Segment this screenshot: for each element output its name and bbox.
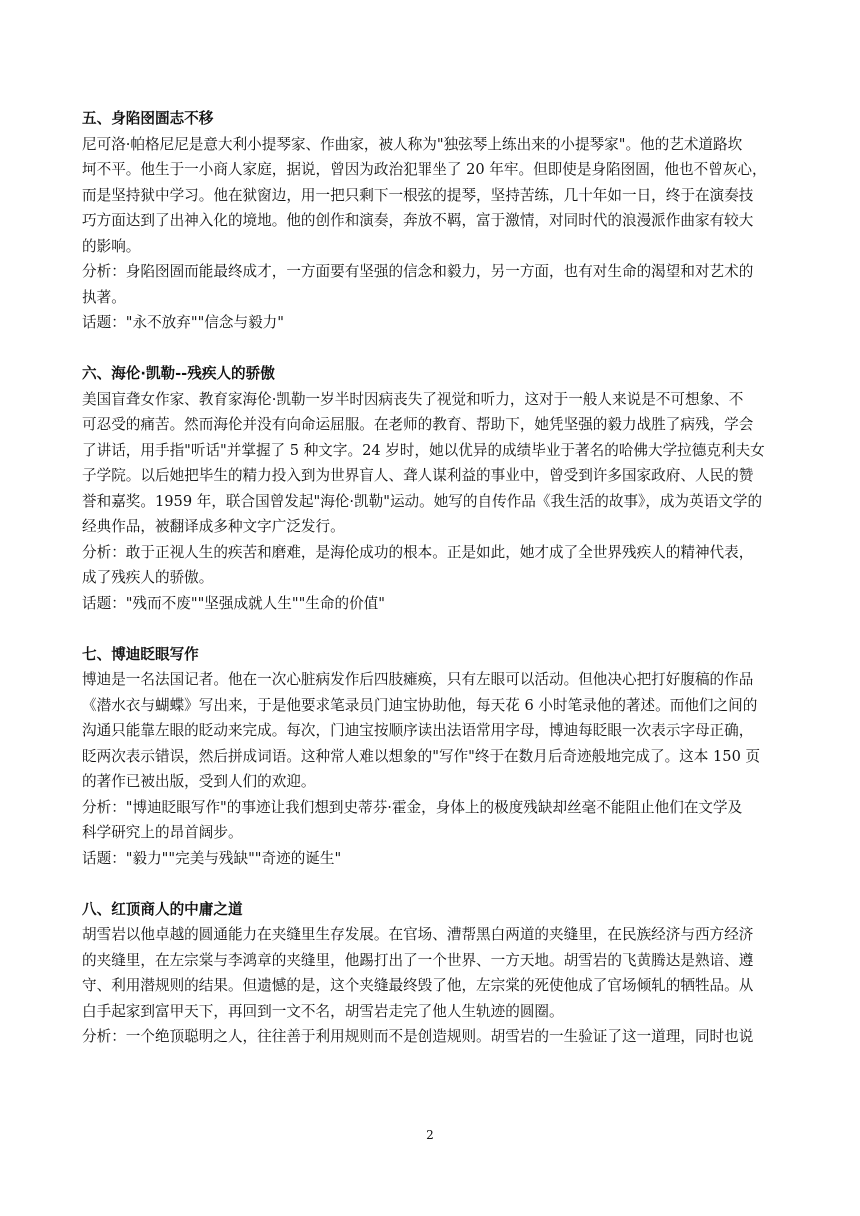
section-7 [82,642,782,872]
section-text [82,922,782,1050]
section-heading: 八、红顶商人的中庸之道 [82,900,243,918]
section-heading: 六、海伦·凯勒--残疾人的骄傲 [82,365,275,382]
text-line: 胡雪岩以他卓越的圆通能力在夹缝里生存发展。在官场、漕帮黑白两道的夹缝里，在民族经济与西方经济 [82,926,754,943]
analysis-line: 科学研究上的昂首阔步。 [82,824,243,841]
text-line: 巧方面达到了出神入化的境地。他的创作和演奏，奔放不羁，富于激情，对同时代的浪漫派作曲家有较大 [82,212,754,229]
analysis-line: 执著。 [82,288,126,306]
analysis-line: 分析：身陷囹圄而能最终成才，一方面要有坚强的信念和毅力，另一方面，也有对生命的渴望和对艺术的 [82,263,754,280]
text-line: 的夹缝里，在左宗棠与李鸿章的夹缝里，他踢打出了一个世界、一方天地。胡雪岩的飞黄腾达是熟谙、遵 [82,951,754,969]
text-line: 了讲话，用手指"听话"并掌握了 5 种文字。24 岁时，她以优异的成绩毕业于著名的哈佛大学拉德克利夫女 [82,441,765,459]
topic-line: 话题："残而不废""坚强成就人生""生命的价值" [82,594,385,612]
text-line: 坷不平。他生于一小商人家庭，据说，曾因为政治犯罪坐了 20 年牢。但即使是身陷囹圄，他也不曾灰心， [82,161,767,178]
text-line: 白手起家到富甲天下，再回到一文不名，胡雪岩走完了他人生轨迹的圆圈。 [82,1002,564,1020]
text-line: 眨两次表示错误，然后拼成词语。这种常人难以想象的"写作"终于在数月后奇迹般地完成了。这本 150 页 [82,747,761,765]
section-heading: 五、身陷囹圄志不移 [82,110,214,127]
text-line: 《潜水衣与蝴蝶》写出来，于是他要求笔录员门迪宝协助他，每天花 6 小时笔录他的著述。而他们之间的 [82,696,758,714]
section-5 [82,106,782,336]
text-line: 经典作品，被翻译成多种文字广泛发行。 [82,518,345,535]
text-line: 可忍受的痛苦。然而海伦并没有向命运屈服。在老师的教育、帮助下，她凭坚强的毅力战胜了病残，学会 [82,416,754,433]
text-line: 的著作已被出版，受到人们的欢迎。 [82,773,316,790]
text-line: 美国盲聋女作家、教育家海伦·凯勒一岁半时因病丧失了视觉和听力，这对于一般人来说是不可想象、不 [82,390,744,408]
text-line: 尼可洛·帕格尼尼是意大利小提琴家、作曲家，被人称为"独弦琴上练出来的小提琴家"。他的艺术道路坎 [82,135,743,153]
analysis-line: 分析：敢于正视人生的疾苦和磨难，是海伦成功的根本。正是如此，她才成了全世界残疾人的精神代表， [82,543,754,561]
section-8 [82,897,782,1050]
analysis-line: 成了残疾人的骄傲。 [82,569,214,586]
text-line: 沟通只能靠左眼的眨动来完成。每次，门迪宝按顺序读出法语常用字母，博迪每眨眼一次表示字母正确， [82,722,754,739]
analysis-line: 分析："博迪眨眼写作"的事迹让我们想到史蒂芬·霍金，身体上的极度残缺却丝毫不能阻止他们在文学及 [82,798,743,816]
text-line: 守、利用潜规则的结果。但遗憾的是，这个夹缝最终毁了他，左宗棠的死使他成了官场倾轧的牺牲品。从 [82,977,754,994]
section-heading: 七、博迪眨眼写作 [82,645,199,663]
section-text [82,387,782,617]
text-line: 子学院。以后她把毕生的精力投入到为世界盲人、聋人谋利益的事业中，曾受到许多国家政府、人民的赞 [82,467,754,484]
text-line: 博迪是一名法国记者。他在一次心脏病发作后四肢瘫痪，只有左眼可以活动。但他决心把打好腹稿的作品 [82,671,754,688]
section-6 [82,361,782,616]
section-text [82,132,782,336]
document-body [82,106,782,1075]
topic-line: 话题："毅力""完美与残缺""奇迹的诞生" [82,849,342,867]
section-text [82,667,782,871]
text-line: 的影响。 [82,237,141,255]
topic-line: 话题："永不放弃""信念与毅力" [82,314,284,331]
page-number: 2 [426,1128,434,1142]
text-line: 誉和嘉奖。1959 年，联合国曾发起"海伦·凯勒"运动。她写的自传作品《我生活的故事》，成为英语文学的 [82,492,763,510]
analysis-line: 分析：一个绝顶聪明之人，往往善于利用规则而不是创造规则。胡雪岩的一生验证了这一道理，同时也说 [82,1028,754,1045]
text-line: 而是坚持狱中学习。他在狱窗边，用一把只剩下一根弦的提琴，坚持苦练，几十年如一日，终于在演奏技 [82,186,754,204]
